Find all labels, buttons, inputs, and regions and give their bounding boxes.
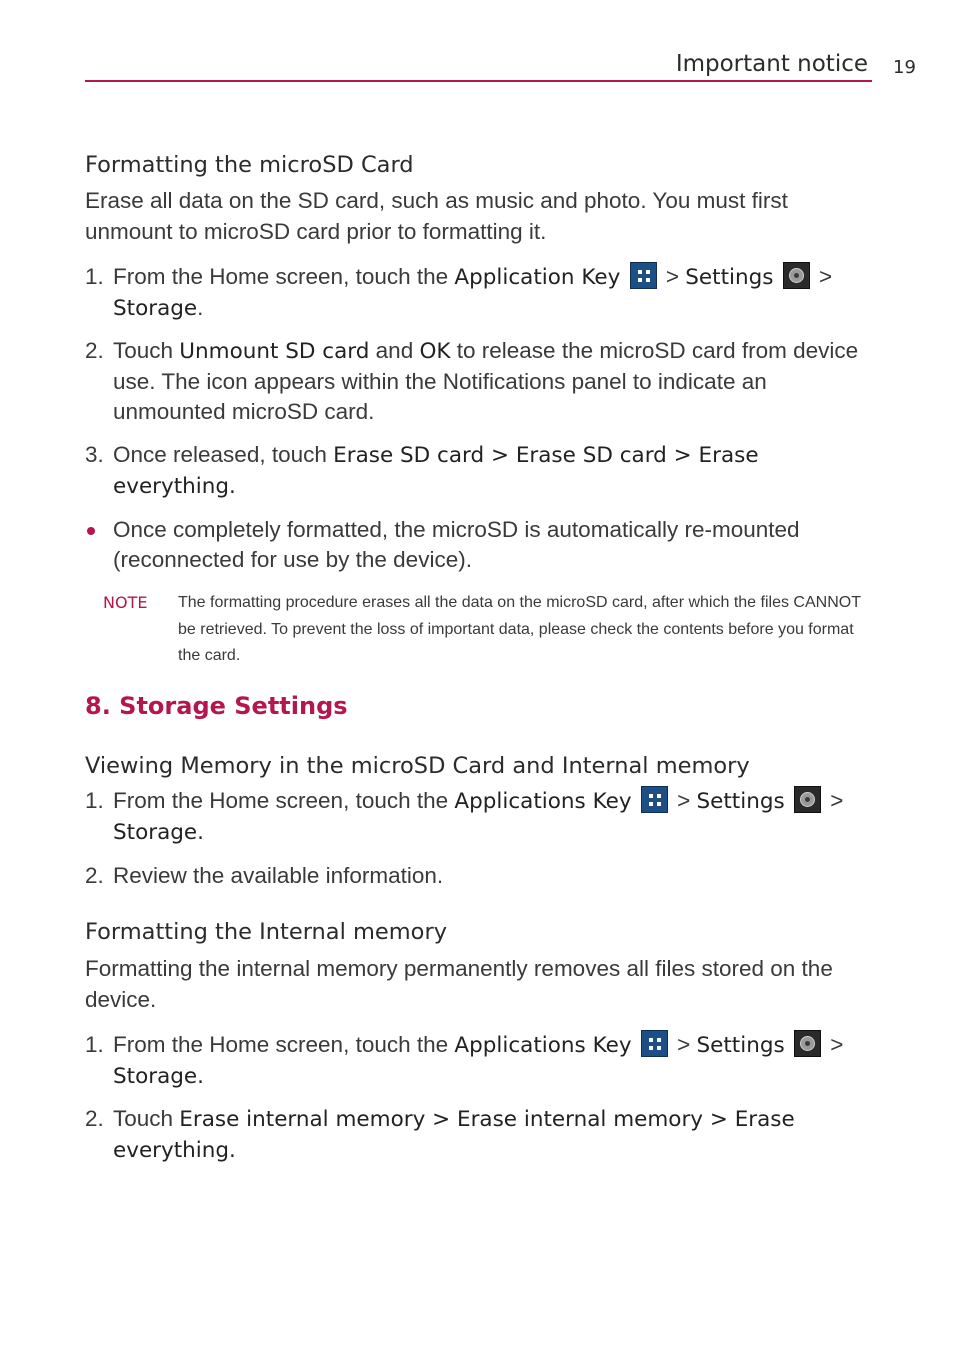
intro-format-microsd: Erase all data on the SD card, such as music and photo. You must first unmount to microSD card prior to formatting it. [85,188,788,244]
step-text: and [369,338,420,363]
step-text: Once released, touch [113,442,334,467]
step-text: Review the available information. [113,862,444,888]
separator: > [812,264,833,289]
step-number: 2. [85,338,104,363]
step-number: 1. [85,264,104,289]
storage-label: Storage [113,296,198,321]
page-header [85,50,872,82]
applications-grid-icon [641,786,668,813]
step-3-microsd [85,440,875,502]
heading-format-microsd: Formatting the microSD Card [85,152,414,178]
separator: > [823,1031,844,1057]
step-2-viewing [85,861,875,891]
header-rule [85,80,872,82]
intro-format-internal: Formatting the internal memory permanently removes all files stored on the device. [85,955,833,1012]
applications-grid-icon [630,262,657,289]
step-text: to release the microSD card from device use. The icon appears within the Notifications panel to indicate an unmounted microSD card. [113,338,859,424]
bullet-icon [87,527,95,535]
note-text: The formatting procedure erases all the data on the microSD card, after which the files CANNOT be retrieved. To prevent the loss of important data, please check the contents before you format the card. [178,594,861,664]
step-number: 3. [85,442,104,467]
settings-label: Settings [696,1032,785,1058]
step-end: . [197,295,204,320]
settings-label: Settings [696,788,785,814]
heading-format-internal: Formatting the Internal memory [85,918,448,945]
page-number: 19 [893,57,916,78]
step-number: 2. [85,862,104,888]
note-block [85,590,875,670]
erase-internal-path: Erase internal memory > Erase internal memory > Erase everything. [113,1106,795,1163]
applications-key-label: Applications Key [454,788,632,814]
applications-key-label: Applications Key [454,1032,632,1058]
applications-grid-icon [641,1030,668,1057]
settings-gear-icon [794,786,821,813]
step-number: 2. [85,1105,104,1131]
settings-gear-icon [794,1030,821,1057]
step-number: 1. [85,787,104,813]
step-1-viewing [85,786,875,848]
step-2-internal [85,1104,875,1166]
erase-sd-path: Erase SD card > Erase SD card > Erase everything. [113,443,759,499]
separator: > [659,264,686,289]
section-title-storage-settings: 8. Storage Settings [85,691,348,720]
application-key-label: Application Key [454,265,621,290]
bullet-text: Once completely formatted, the microSD is automatically re-mounted (reconnected for use by the device). [113,517,800,572]
header-title: Important notice [675,51,868,77]
bullet-remount [85,515,875,575]
separator: > [670,1031,697,1057]
unmount-label: Unmount SD card [179,339,370,364]
note-label: NOTE [103,593,148,612]
page-content [85,148,875,1166]
ok-label: OK [419,339,451,364]
step-text: Touch [113,338,180,363]
step-1-microsd [85,262,875,324]
step-text: From the Home screen, touch the [113,1031,455,1057]
storage-label: Storage. [113,819,204,845]
step-text: From the Home screen, touch the [113,787,455,813]
separator: > [670,787,697,813]
settings-label: Settings [685,265,774,290]
step-text: From the Home screen, touch the [113,264,455,289]
separator: > [823,787,844,813]
step-text: Touch [113,1105,180,1131]
heading-viewing-memory: Viewing Memory in the microSD Card and Internal memory [85,752,750,779]
step-number: 1. [85,1031,104,1057]
storage-label: Storage. [113,1063,204,1089]
step-2-microsd [85,336,875,427]
step-1-internal [85,1030,875,1092]
settings-gear-icon [783,262,810,289]
